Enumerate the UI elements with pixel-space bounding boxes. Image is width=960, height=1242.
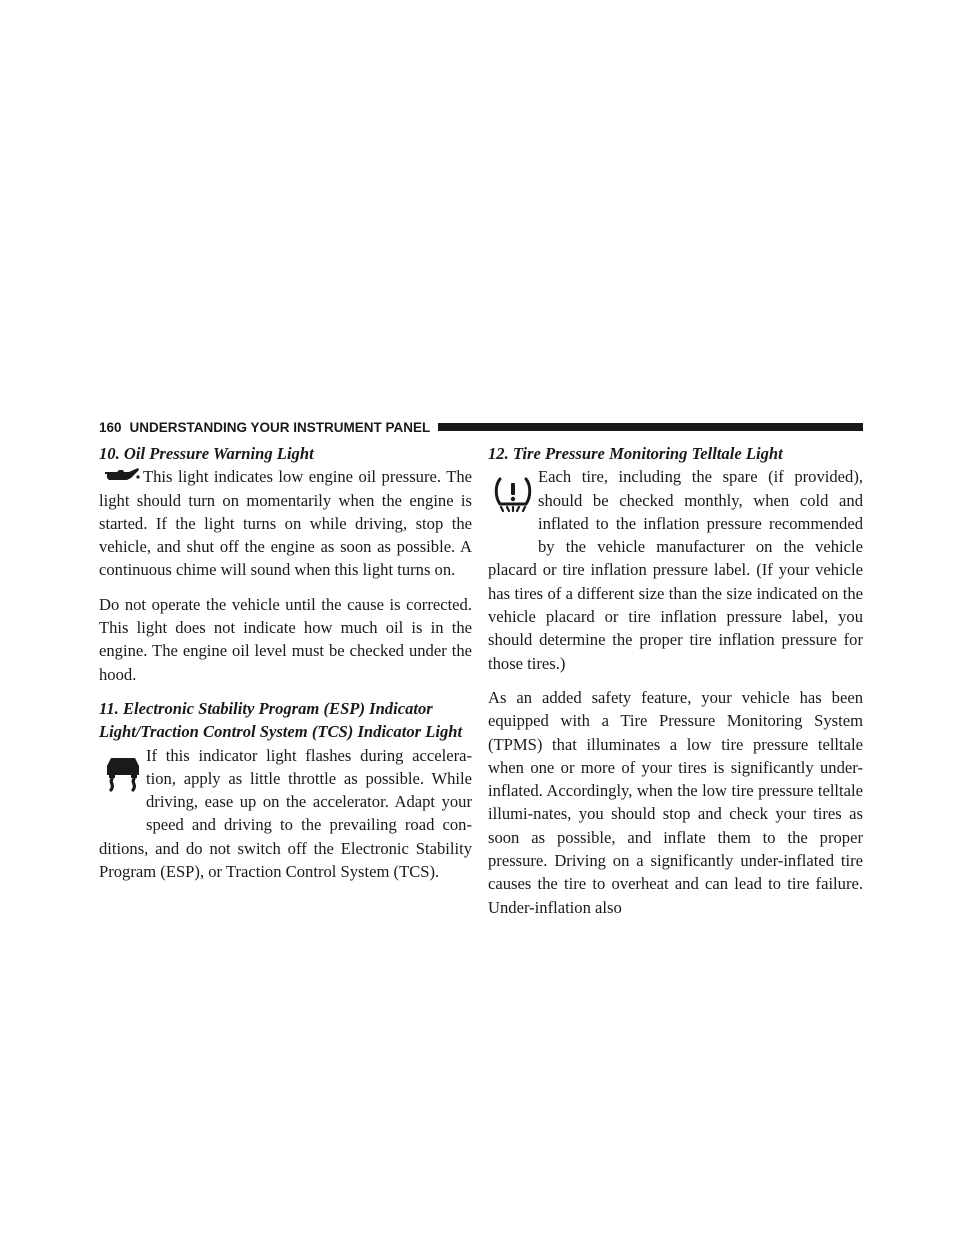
esp-heading-line-2: Light/Traction Control System (TCS) Indicator Light (99, 722, 463, 742)
oil-pressure-paragraph-1: This light indicates low engine oil pressure. The light should turn on momentarily when the engine is started. If the light turns on while driving, stop the vehicle, and shut off the engine as soon as possible. A continuous chime will sound when this light turns on. (99, 467, 472, 580)
skidding-car-icon (99, 744, 146, 818)
right-column (488, 442, 863, 919)
esp-paragraph-1: If this indicator light flashes during accelera-tion, apply as little throttle as possible. While driving, ease up on the accelerator. Adapt your speed and driving to the prevailing road con-ditions, and do not switch off the Electronic Stability Program (ESP), or Traction Control System (TCS). (99, 745, 472, 882)
left-column (99, 442, 472, 883)
tpms-heading: 12. Tire Pressure Monitoring Telltale Light (488, 444, 783, 463)
oil-can-icon (99, 465, 143, 487)
esp-heading-line-1: 11. Electronic Stability Program (ESP) Indicator (99, 698, 433, 718)
page-number: 160 (99, 419, 122, 435)
tire-pressure-warning-icon (488, 465, 538, 537)
section-title: UNDERSTANDING YOUR INSTRUMENT PANEL (129, 419, 431, 435)
oil-pressure-paragraph-2: Do not operate the vehicle until the cause is corrected. This light does not indicate how much oil is in the engine. The engine oil level must be checked under the hood. (99, 594, 472, 684)
page-header (99, 418, 863, 436)
header-rule (438, 423, 863, 431)
oil-pressure-heading: 10. Oil Pressure Warning Light (99, 444, 314, 463)
tpms-paragraph-2: As an added safety feature, your vehicle has been equipped with a Tire Pressure Monitoring System (TPMS) that illuminates a low tire pressure telltale when one or more of your tires is significantly under-inflated. Accordingly, when the low tire pressure telltale illumi-nates, you should stop and check your tires as soon as possible, and inflate them to the proper pressure. Driving on a significantly under-inflated tire causes the tire to overheat and can lead to tire failure. Under-inflation also (488, 687, 863, 917)
tpms-paragraph-1: Each tire, including the spare (if provided), should be checked monthly, when cold and inflated to the inflation pressure recommended by the vehicle manufacturer on the vehicle placard or tire inflation pressure label. (If your vehicle has tires of a different size than the size indicated on the vehicle placard or tire inflation pressure label, you should determine the proper tire inflation pressure for those tires.) (488, 467, 863, 673)
